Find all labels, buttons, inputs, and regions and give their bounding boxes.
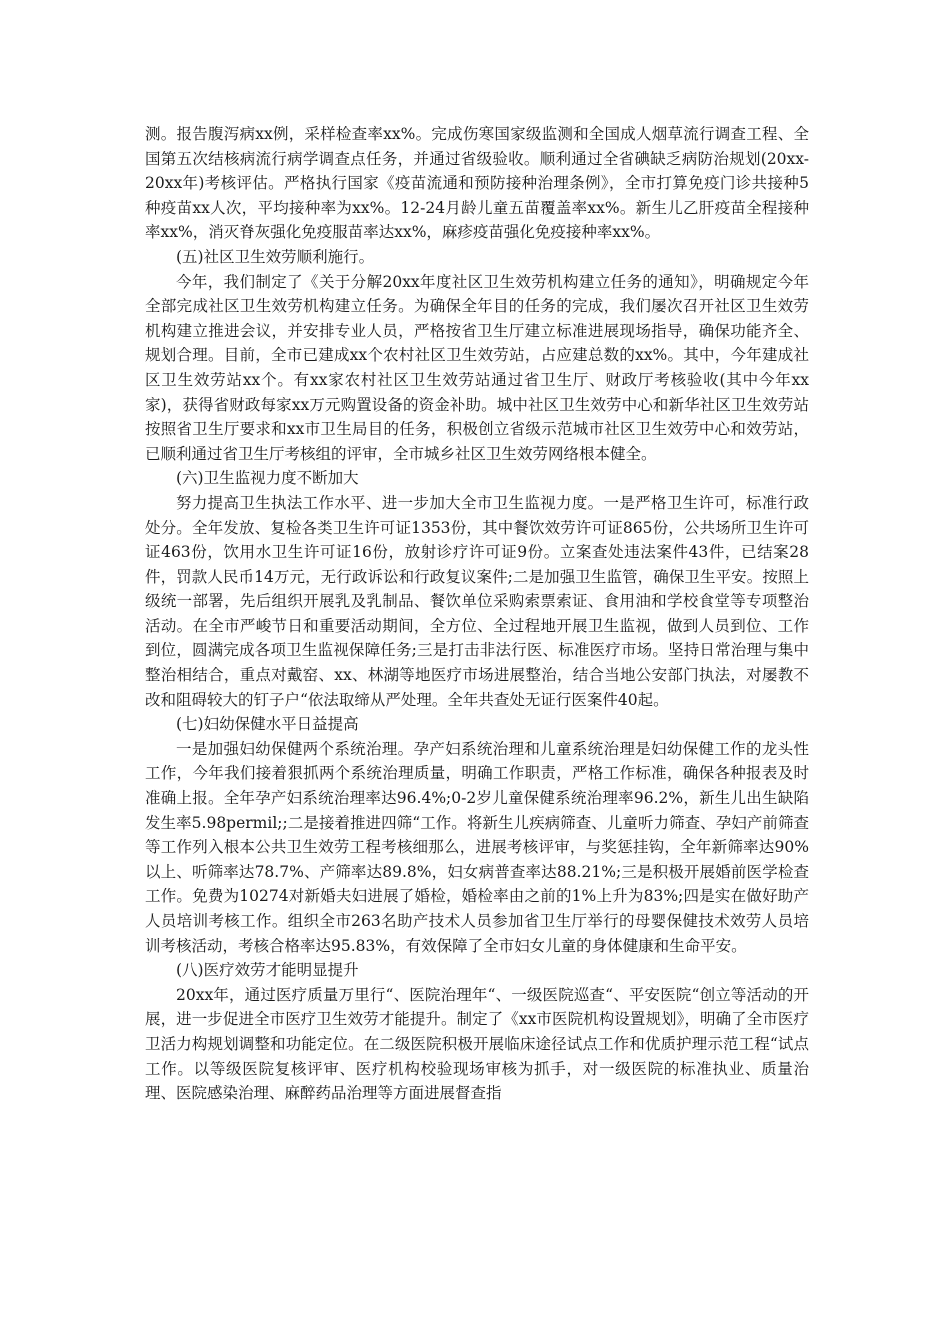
paragraph-health-supervision: 努力提高卫生执法工作水平、进一步加大全市卫生监视力度。一是严格卫生许可，标准行政处分。全年发放、复检各类卫生许可证1353份，其中餐饮效劳许可证865份，公共场所卫生许可证463份，饮用水卫生许可证16份，放射诊疗许可证9份。立案查处违法案件43件，已结案28件，罚款人民币14万元，无行政诉讼和行政复议案件;二是加强卫生监管，确保卫生平安。按照上级统一部署，先后组织开展乳及乳制品、餐饮单位采购索票索证、食用油和学校食堂等专项整治活动。在全市严峻节日和重要活动期间，全方位、全过程地开展卫生监视，做到人员到位、工作到位，圆满完成各项卫生监视保障任务;三是打击非法行医、标准医疗市场。坚持日常治理与集中整治相结合，重点对戴窑、xx、林湖等地医疗市场进展整治，结合当地公安部门执法，对屡教不改和阻碍较大的钉子户“依法取缔从严处理。全年共查处无证行医案件40起。 — [145, 493, 809, 709]
document-body — [145, 122, 809, 1106]
section-heading-8: (八)医疗效劳才能明显提升 — [176, 961, 359, 980]
paragraph-medical-service: 20xx年，通过医疗质量万里行“、医院治理年“、一级医院巡查“、平安医院“创立等活动的开展，进一步促进全市医疗卫生效劳才能提升。制定了《xx市医院机构设置规划》，明确了全市医疗卫活力构规划调整和功能定位。在二级医院积极开展临床途径试点工作和优质护理示范工程“试点工作。以等级医院复核评审、医疗机构校验现场审核为抓手，对一级医院的标准执业、质量治理、医院感染治理、麻醉药品治理等方面进展督查指 — [145, 985, 809, 1103]
section-heading-6: (六)卫生监视力度不断加大 — [176, 469, 359, 488]
paragraph-immunization: 测。报告腹泻病xx例，采样检查率xx%。完成伤寒国家级监测和全国成人烟草流行调查工程、全国第五次结核病流行病学调查点任务，并通过省级验收。顺利通过全省碘缺乏病防治规划(20xx-20xx年)考核评估。严格执行国家《疫苗流通和预防接种治理条例》，全市打算免疫门诊共接种5种疫苗xx人次，平均接种率为xx%。12-24月龄儿童五苗覆盖率xx%。新生儿乙肝疫苗全程接种率xx%，消灭脊灰强化免疫服苗率达xx%，麻疹疫苗强化免疫接种率xx%。 — [145, 125, 809, 242]
paragraph-maternal-child-health: 一是加强妇幼保健两个系统治理。孕产妇系统治理和儿童系统治理是妇幼保健工作的龙头性工作，今年我们接着狠抓两个系统治理质量，明确工作职责，严格工作标准，确保各种报表及时准确上报。全年孕产妇系统治理率达96.4%;0-2岁儿童保健系统治理率96.2%，新生儿出生缺陷发生率5.98permil;;二是接着推进四筛“工作。将新生儿疾病筛查、儿童听力筛查、孕妇产前筛查等工作列入根本公共卫生效劳工程考核细那么，进展考核评审，与奖惩挂钩，全年新筛率达90%以上、听筛率达78.7%、产筛率达89.8%，妇女病普查率达88.21%;三是积极开展婚前医学检查工作。免费为10274对新婚夫妇进展了婚检，婚检率由之前的1%上升为83%;四是实在做好助产人员培训考核工作。组织全市263名助产技术人员参加省卫生厅举行的母婴保健技术效劳人员培训考核活动，考核合格率达95.83%，有效保障了全市妇女儿童的身体健康和生命平安。 — [145, 739, 809, 955]
section-heading-7: (七)妇幼保健水平日益提高 — [176, 715, 359, 734]
section-heading-5: (五)社区卫生效劳顺利施行。 — [176, 247, 375, 266]
paragraph-community-health: 今年，我们制定了《关于分解20xx年度社区卫生效劳机构建立任务的通知》，明确规定今年全部完成社区卫生效劳机构建立任务。为确保全年目的任务的完成，我们屡次召开社区卫生效劳机构建立推进会议，并安排专业人员，严格按省卫生厅建立标准进展现场指导，确保功能齐全、规划合理。目前，全市已建成xx个农村社区卫生效劳站，占应建总数的xx%。其中，今年建成社区卫生效劳站xx个。有xx家农村社区卫生效劳站通过省卫生厅、财政厅考核验收(其中今年xx家)，获得省财政每家xx万元购置设备的资金补助。城中社区卫生效劳中心和新华社区卫生效劳站按照省卫生厅要求和xx市卫生局目的任务，积极创立省级示范城市社区卫生效劳中心和效劳站，已顺利通过省卫生厅考核组的评审，全市城乡社区卫生效劳网络根本健全。 — [145, 272, 809, 463]
